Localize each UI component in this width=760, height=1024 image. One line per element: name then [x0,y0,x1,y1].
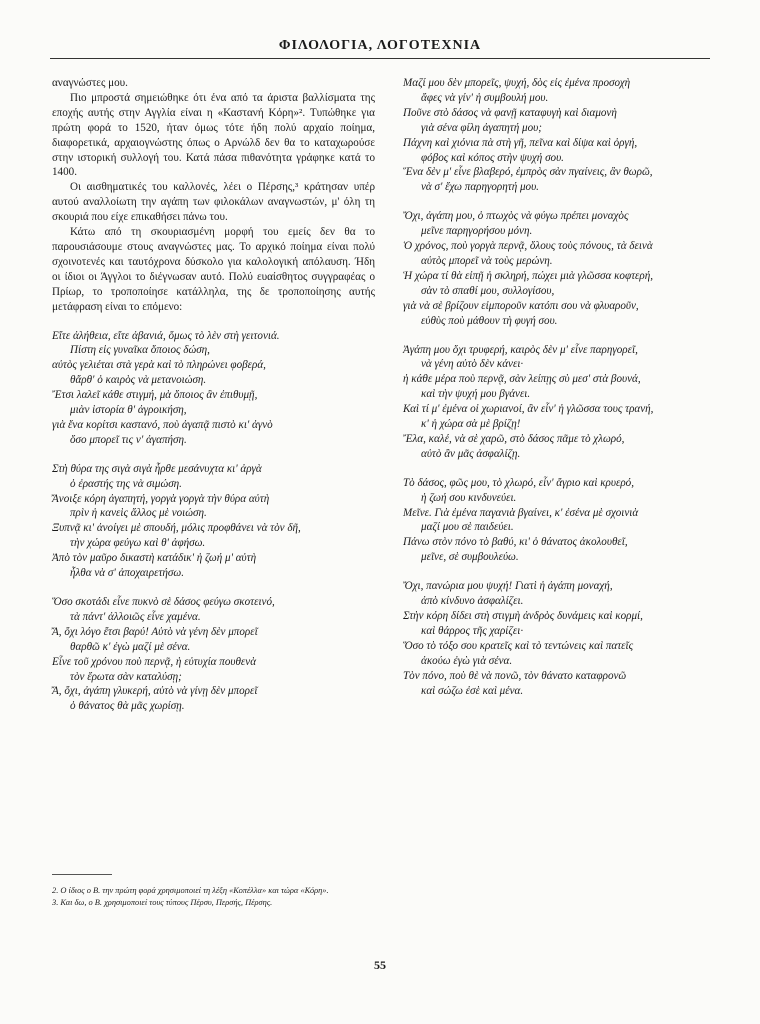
poem-line: καὶ θάρρος τῆς χαρίζει· [421,624,524,637]
poem-line: Ὅσο σκοτάδι εἶνε πυκνὸ σὲ δάσος φεύγω σκοτεινό, [52,596,275,608]
poem-line: Πίστη εἰς γυναῖκα ὅποιος δώση, [70,344,210,357]
poem-line: ἦλθα νὰ σ' ἀποχαιρετήσω. [70,567,184,580]
poem-line: ὅσο μπορεῖ τις ν' ἀγαπήση. [70,433,187,446]
poem-line: Στὴ θύρα της σιγὰ σιγὰ ἦρθε μεσάνυχτα κι' ἀργὰ [52,462,262,475]
poem-line: ἀκούω ἐγὼ γιὰ σένα. [421,654,513,667]
poem-line: Καὶ τί μ' ἐμένα οἱ χωριανοί, ἂν εἶν' ἡ γλῶσσα τους τρανή, [403,403,654,416]
poem-line: Στὴν κόρη δίδει στὴ στιγμὴ ἀνδρὸς δυνάμεις καὶ κορμί, [403,610,643,622]
poem-line: Ἀγάπη μου ὄχι τρυφερή, καιρὸς δὲν μ' εἶνε παρηγορεῖ, [403,343,638,356]
prose-paragraph: αναγνώστες μου. [52,77,128,89]
poem-line: γιὰ νὰ σὲ βρίζουν εἰμποροῦν κατόπι σου νὰ φλυαροῦν, [403,299,639,312]
poem-line: καὶ τὴν ψυχή μου βγάνει. [421,388,531,401]
poem-line: Ἄνοιξε κόρη ἀγαπητή, γοργὰ γοργὰ τὴν θύρα αὐτὴ [52,492,270,505]
poem-line: Τὸν πόνο, ποὺ θὲ νὰ πονῶ, τὸν θάνατο καταφρονῶ [403,669,627,682]
poem-section-left [52,329,375,715]
poem-line: Πάνω στὸν πόνο τὸ βαθύ, κι' ὁ θάνατος ἀκολουθεῖ, [403,536,628,549]
poem-stanza [403,579,711,698]
poem-section-right [403,76,711,698]
poem-line: τὰ πάντ' ἀλλοιῶς εἶνε χαμένα. [70,610,201,623]
poem-line: μεῖνε παρηγορήσου μόνη. [421,225,533,238]
footnote: 3. Και δω, ο Β. χρησιμοποιεί τους τύπους Πέρσυ, Περσής, Πέρσης. [52,897,273,907]
poem-line: Ὁ χρόνος, ποὺ γοργὰ περνᾷ, ὅλους τοὺς πόνους, τὰ δεινὰ [403,240,653,253]
prose-paragraph: Κάτω από τη σκουριασμένη μορφή του εμείς δεν θα το παρουσιάσουμε στους αναγνώστες μας. Το αρχικό ποίημα είναι πολύ σχοινοτενές και ταυτόχρονα δύσκολο για καλολογική απόλαυση. Ήδη οι ίδιοι οι Άγγλοι το διέγνωσαν αυτό. Πολύ ευαίσθητος συγγραφέας ο Πρίωρ, το τροποποίησε κατάλληλα, της δε τροποποίησης αυτής μετάφραση είναι το επόμενο: [52,226,375,313]
poem-stanza [403,209,711,328]
poem-line: αὐτὸ ἂν μᾶς ἀσφαλίζῃ. [421,447,521,460]
poem-line: Μεῖνε. Γιὰ ἐμένα παγανιὰ βγαίνει, κ' ἐσένα μὲ σχοινιὰ [403,506,639,519]
poem-line: θαρθῶ κ' ἐγὼ μαζί μὲ σένα. [70,640,191,653]
poem-stanza [403,343,711,462]
poem-line: γιὰ σένα φίλη ἀγαπητή μου; [421,121,542,134]
poem-line: Πάχνη καὶ χιόνια πὰ στὴ γῆ, πεῖνα καὶ δίψα καὶ ὀργή, [403,136,638,149]
poem-line: ὁ θάνατος θὰ μᾶς χωρίσῃ. [70,700,185,713]
footnote-rule [52,874,112,875]
poem-line: αὐτὸς γελιέται στὰ γερὰ καὶ τὸ πληρώνει φοβερά, [52,359,266,372]
poem-line: φόβος καὶ κόπος στὴν ψυχή σου. [421,151,564,164]
poem-line: ἡ κάθε μέρα ποὺ περνᾷ, σὰν λείπῃς σὺ μεσ' στὰ βουνά, [403,373,641,386]
header-rule [50,58,710,59]
poem-line: Ἀπὸ τὸν μαῦρο δικαστὴ κατάδικ' ἡ ζωή μ' αὐτὴ [52,552,257,565]
poem-line: ὁ ἐραστής της νὰ σιμώση. [70,477,182,490]
poem-line: Ἕνα δὲν μ' εἶνε βλαβερό, ἐμπρὸς σὰν πγαίνεις, ἂν θωρῶ, [403,166,653,179]
poem-line: αὐτὸς μπορεῖ νὰ τοὺς μερώνη. [421,254,553,267]
poem-line: τὴν χώρα φεύγω καὶ θ' ἀφήσω. [70,537,206,550]
poem-line: Μαζί μου δὲν μπορεῖς, ψυχή, δὸς εἰς ἐμένα προσοχὴ [403,77,631,89]
poem-line: μαζί μου σὲ παιδεύει. [421,521,514,534]
poem-line: μιὰν ἱστορία θ' ἀγροικήση, [70,404,187,417]
right-column [403,76,711,712]
poem-stanza [52,329,375,448]
left-column [52,76,375,728]
footnotes [52,885,375,908]
poem-line: Εἶνε τοῦ χρόνου ποὺ περνᾷ, ἡ εὐτυχία πουθενὰ [52,655,257,668]
poem-line: τὸν ἔρωτα σὰν καταλύσῃ; [70,670,182,683]
poem-stanza [403,76,711,195]
poem-line: νὰ σ' ἔχω παρηγορητή μου. [421,181,539,194]
poem-line: θἄρθ' ὁ καιρὸς νὰ μετανοιώση. [70,374,207,387]
poem-line: Ὄχι, πανώρια μου ψυχή! Γιατὶ ἡ ἀγάπη μοναχή, [403,580,613,593]
running-header: ΦΙΛΟΛΟΓΙΑ, ΛΟΓΟΤΕΧΝΙΑ [278,38,482,53]
poem-line: σὰν τὸ σπαθί μου, συλλογίσου, [421,284,555,297]
poem-line: νὰ γένη αὐτὸ δὲν κάνει· [421,358,524,371]
poem-line: Τὸ δάσος, φῶς μου, τὸ χλωρό, εἶν' ἄγριο καὶ κρυερό, [403,476,634,489]
page-number: 55 [374,958,386,972]
prose-paragraph: Οι αισθηματικές του καλλονές, λέει ο Πέρσης,³ κράτησαν υπέρ αυτού αναλλοίωτη την αγάπη των φιλοκάλων αναγνωστών, μ' όλη τη σκουριά που είχε επικαθήσει πάνω του. [52,181,375,224]
poem-line: Ἄ, ὄχι λόγο ἔτσι βαρύ! Αὐτὸ νὰ γένη δὲν μπορεῖ [52,625,258,638]
poem-stanza [403,476,711,565]
poem-stanza [52,595,375,714]
poem-line: πρὶν ἡ κανεὶς ἄλλος μὲ νοιώση. [70,507,207,520]
poem-line: Ἔλα, καλέ, νὰ σὲ χαρῶ, στὸ δάσος πᾶμε τὸ χλωρό, [403,432,625,445]
prose-paragraph: Πιο μπροστά σημειώθηκε ότι ένα από τα άριστα βαλλίσματα της εποχής αυτής στην Αγγλία είναι η «Καστανή Κόρη»². Τυπώθηκε για πρώτη φορά το 1520, ήταν όμως τότε ήδη πολύ αρχαίο ποίημα, διαφορετικά, αρχαιογνώστης όπως ο Αρνώλδ δεν θα το καταχωρούσε στην ιστορική συλλογή του. Κατά πάσα πιθανότητα γράφηκε κατά το 1400. [52,91,375,179]
poem-line: Ξυπνᾷ κι' ἀνοίγει μὲ σπουδή, μόλις προφθάνει νὰ τὸν δῆ, [52,522,301,535]
poem-line: Ἡ χώρα τί θὰ εἰπῇ ἡ σκληρή, πώχει μιὰ γλῶσσα κοφτερή, [403,269,654,282]
prose-section [52,76,375,315]
poem-line: Ἔτσι λαλεῖ κάθε στιγμή, μὰ ὅποιος ἂν ἐπιθυμῇ, [52,389,258,402]
poem-line: Ἄ, ὄχι, ἀγάπη γλυκερή, αὐτὸ νὰ γίνῃ δὲν μπορεῖ [52,685,258,698]
poem-line: κ' ἡ χώρα σὰ μὲ βρίζῃ! [421,418,521,431]
poem-line: καὶ σώζω ἐσὲ καὶ μένα. [421,684,524,697]
poem-line: Εἴτε ἀλήθεια, εἴτε ἀβανιά, ὅμως τὸ λὲν στὴ γειτονιά. [52,329,280,342]
poem-line: εὐθὺς ποὺ μάθουν τὴ φυγή σου. [421,314,558,327]
footnote: 2. Ο ίδιος ο Β. την πρώτη φορά χρησιμοποιεί τη λέξη «Κοπέλλα» και τώρα «Κόρη». [52,886,329,895]
poem-line: ἀπὸ κίνδυνο ἀσφαλίζει. [421,595,524,608]
poem-line: γιὰ ἕνα κορίτσι καστανό, ποὺ ἀγαπᾷ πιστὸ κι' ἁγνὸ [52,418,273,431]
poem-stanza [52,462,375,581]
poem-line: μεῖνε, σὲ συμβουλεύω. [421,551,519,564]
poem-line: Ποῦνε στὸ δάσος νὰ φανῇ καταφυγὴ καὶ διαμονὴ [403,106,617,119]
poem-line: ἄφες νὰ γίν' ἡ συμβουλή μου. [421,91,549,104]
poem-line: Ὄχι, ἀγάπη μου, ὁ πτωχὸς νὰ φύγω πρέπει μοναχὸς [403,210,629,223]
poem-line: ἡ ζωή σου κινδυνεύει. [421,491,517,504]
poem-line: Ὅσο τὸ τόξο σου κρατεῖς καὶ τὸ τεντώνεις καὶ πατεῖς [403,639,634,652]
